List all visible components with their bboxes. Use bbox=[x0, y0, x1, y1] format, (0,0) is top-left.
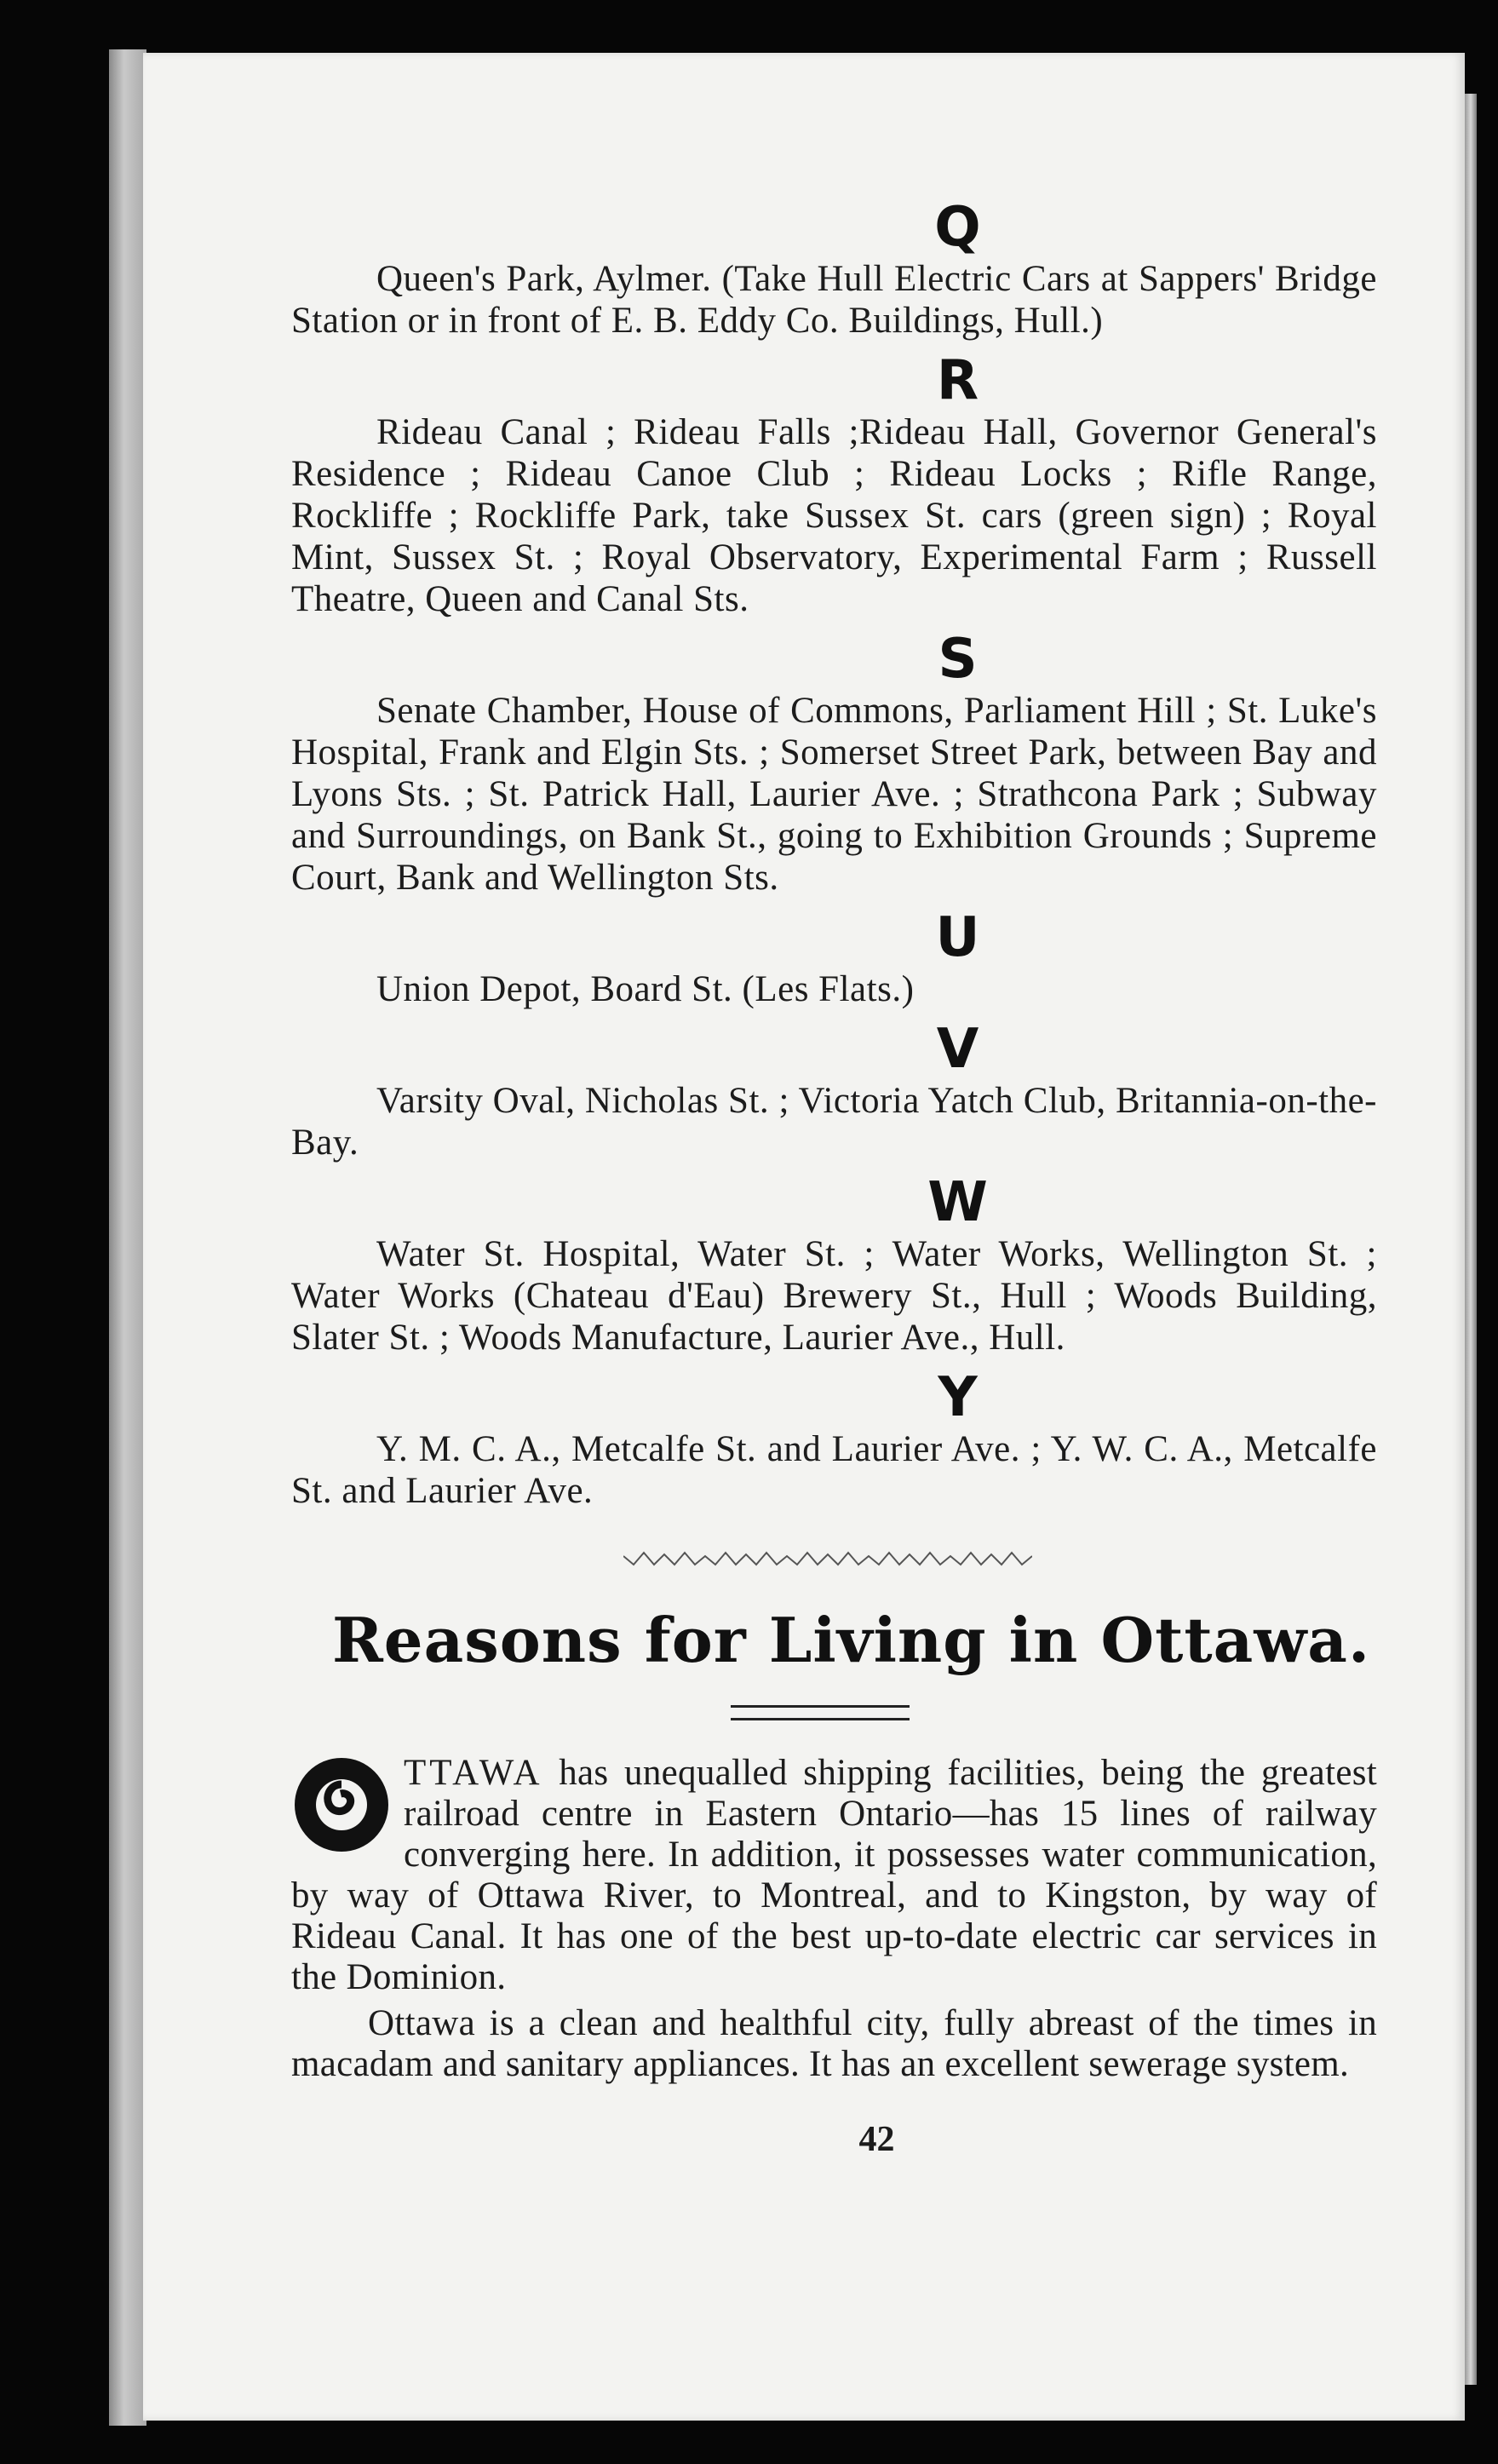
section-w bbox=[291, 1171, 1377, 1358]
article-paragraph-1 bbox=[291, 1753, 1377, 1998]
article-paragraph-2: Ottawa is a clean and healthful city, fully abreast of the times in macadam and sanitary appliances. It has an excellent sewerage system. bbox=[291, 2003, 1377, 2084]
article-first-words: TTAWA bbox=[404, 1753, 543, 1793]
book-spine bbox=[109, 49, 146, 2426]
article-paragraph-1-text: has unequalled shipping facilities, being the greatest railroad centre in Eastern Ontario—has 15 lines of railway converging here. In addition, it possesses water communication, by way of Ottawa River, to Montreal, and to Kingston, by way of Rideau Canal. It has one of the best up-to-date electric car services in the Dominion. bbox=[291, 1753, 1377, 1997]
page-content bbox=[291, 196, 1377, 2196]
section-r bbox=[291, 349, 1377, 620]
section-letter: S bbox=[938, 628, 978, 691]
wavy-divider bbox=[291, 1546, 1377, 1571]
section-letter: U bbox=[935, 906, 980, 969]
section-y bbox=[291, 1366, 1377, 1512]
dropcap-o-icon bbox=[291, 1755, 392, 1855]
section-s bbox=[291, 628, 1377, 899]
section-letter: W bbox=[927, 1171, 988, 1234]
section-q bbox=[291, 196, 1377, 342]
article-title: Reasons for Living in Ottawa. bbox=[331, 1604, 1371, 1676]
section-entry: Y. M. C. A., Metcalfe St. and Laurier Ave. ; Y. W. C. A., Metcalfe St. and Laurier Ave. bbox=[291, 1429, 1377, 1511]
section-letter: V bbox=[936, 1018, 979, 1081]
wavy-divider-icon bbox=[623, 1546, 1032, 1571]
section-entry: Senate Chamber, House of Commons, Parliament Hill ; St. Luke's Hospital, Frank and Elgin Sts. ; Somerset Street Park, between Bay and Lyons Sts. ; St. Patrick Hall, Laurier Ave. ; Strathcona Park ; Subway and Surroundings, on Bank St., going to Exhibition Grounds ; Supreme Court, Bank and Wellington Sts. bbox=[291, 691, 1377, 898]
title-double-rule bbox=[731, 1705, 910, 1720]
section-u bbox=[291, 906, 1377, 1010]
section-entry: Varsity Oval, Nicholas St. ; Victoria Yatch Club, Britannia-on-the-Bay. bbox=[291, 1081, 1377, 1163]
page-edge bbox=[1465, 94, 1477, 2385]
section-entry: Rideau Canal ; Rideau Falls ;Rideau Hall, Governor General's Residence ; Rideau Canoe Club ; Rideau Locks ; Rifle Range, Rockliffe ; Rockliffe Park, take Sussex St. cars (green sign) ; Royal Mint, Sussex St. ; Royal Observatory, Experimental Farm ; Russell Theatre, Queen and Canal Sts. bbox=[291, 412, 1377, 619]
section-letter: Q bbox=[934, 196, 981, 259]
page-number: 42 bbox=[858, 2120, 895, 2159]
section-letter: R bbox=[936, 349, 979, 412]
section-entry: Union Depot, Board St. (Les Flats.) bbox=[376, 969, 915, 1009]
section-v bbox=[291, 1018, 1377, 1163]
section-entry: Queen's Park, Aylmer. (Take Hull Electric Cars at Sappers' Bridge Station or in front of E. B. Eddy Co. Buildings, Hull.) bbox=[291, 259, 1377, 341]
section-letter: Y bbox=[938, 1366, 978, 1429]
section-entry: Water St. Hospital, Water St. ; Water Works, Wellington St. ; Water Works (Chateau d'Eau) Brewery St., Hull ; Woods Building, Slater St. ; Woods Manufacture, Laurier Ave., Hull. bbox=[291, 1234, 1377, 1358]
